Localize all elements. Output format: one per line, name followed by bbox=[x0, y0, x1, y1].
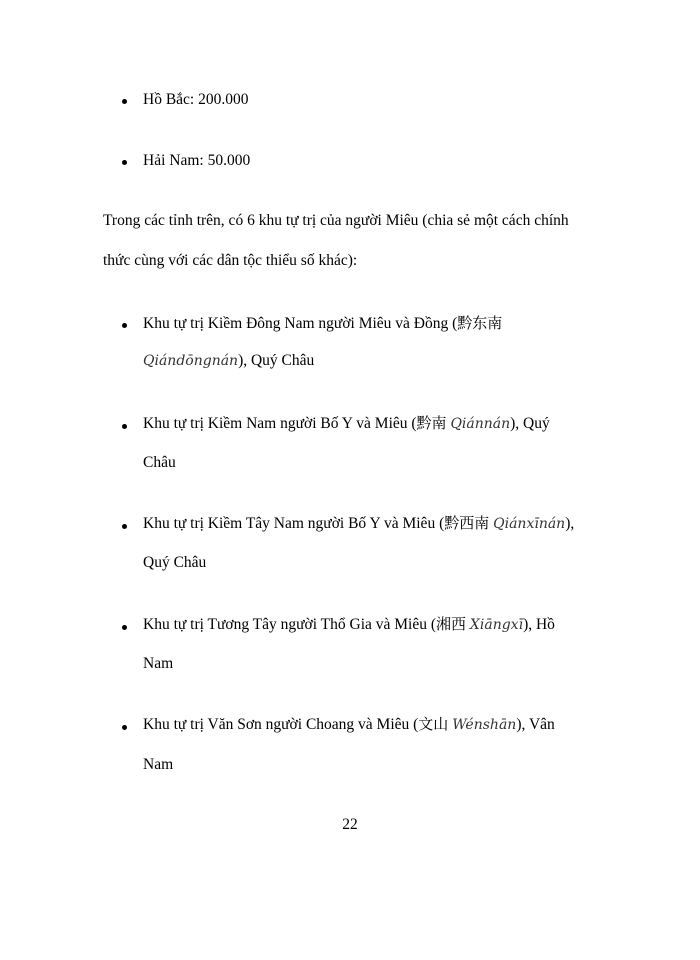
pinyin-name: Xiāngxī bbox=[469, 617, 524, 633]
list-item bbox=[143, 614, 555, 635]
bullet-icon bbox=[122, 424, 127, 429]
list-item bbox=[143, 313, 502, 334]
pinyin-name: Qiánnán bbox=[450, 416, 511, 432]
list-item-continuation: Châu bbox=[143, 454, 176, 471]
region-name: Khu tự trị Kiềm Đông Nam người Miêu và Đồng ( bbox=[143, 315, 458, 332]
region-name: Khu tự trị Tương Tây người Thổ Gia và Miêu ( bbox=[143, 616, 437, 633]
bullet-icon bbox=[122, 160, 127, 165]
region-location: ), Hồ bbox=[523, 616, 555, 633]
region-name: Khu tự trị Văn Sơn người Choang và Miêu ( bbox=[143, 716, 419, 733]
list-item-continuation: Nam bbox=[143, 756, 174, 773]
list-item: Hồ Bắc: 200.000 bbox=[143, 91, 249, 108]
bullet-icon bbox=[122, 725, 127, 730]
list-item bbox=[143, 513, 574, 534]
list-item: Hải Nam: 50.000 bbox=[143, 152, 251, 169]
list-item bbox=[143, 714, 555, 735]
bullet-icon bbox=[122, 323, 127, 328]
pinyin-name: Qiánxīnán bbox=[493, 516, 566, 532]
region-location: ), Quý Châu bbox=[238, 352, 315, 369]
page-number: 22 bbox=[342, 816, 358, 833]
region-location: ), Quý bbox=[510, 415, 550, 432]
region-location: ), Vân bbox=[516, 716, 555, 733]
list-item-continuation: Quý Châu bbox=[143, 554, 207, 571]
bullet-icon bbox=[122, 99, 127, 104]
chinese-name: 黔南 bbox=[416, 414, 447, 432]
chinese-name: 黔西南 bbox=[444, 514, 490, 532]
chinese-name: 黔东南 bbox=[457, 314, 503, 332]
chinese-name: 湘西 bbox=[436, 615, 467, 633]
chinese-name: 文山 bbox=[418, 715, 449, 733]
region-location: ), bbox=[565, 515, 575, 532]
list-item-continuation: Nam bbox=[143, 655, 174, 672]
pinyin-name: Wénshān bbox=[452, 717, 517, 733]
pinyin-name: Qiándōngnán bbox=[143, 353, 239, 369]
paragraph-line: thức cùng với các dân tộc thiểu số khác): bbox=[103, 252, 358, 269]
list-item bbox=[143, 413, 550, 434]
bullet-icon bbox=[122, 524, 127, 529]
list-item-continuation bbox=[143, 351, 314, 371]
region-name: Khu tự trị Kiềm Nam người Bố Y và Miêu ( bbox=[143, 415, 417, 432]
region-name: Khu tự trị Kiềm Tây Nam người Bố Y và Miêu ( bbox=[143, 515, 445, 532]
bullet-icon bbox=[122, 625, 127, 630]
paragraph-line: Trong các tỉnh trên, có 6 khu tự trị của người Miêu (chia sẻ một cách chính bbox=[103, 212, 569, 229]
